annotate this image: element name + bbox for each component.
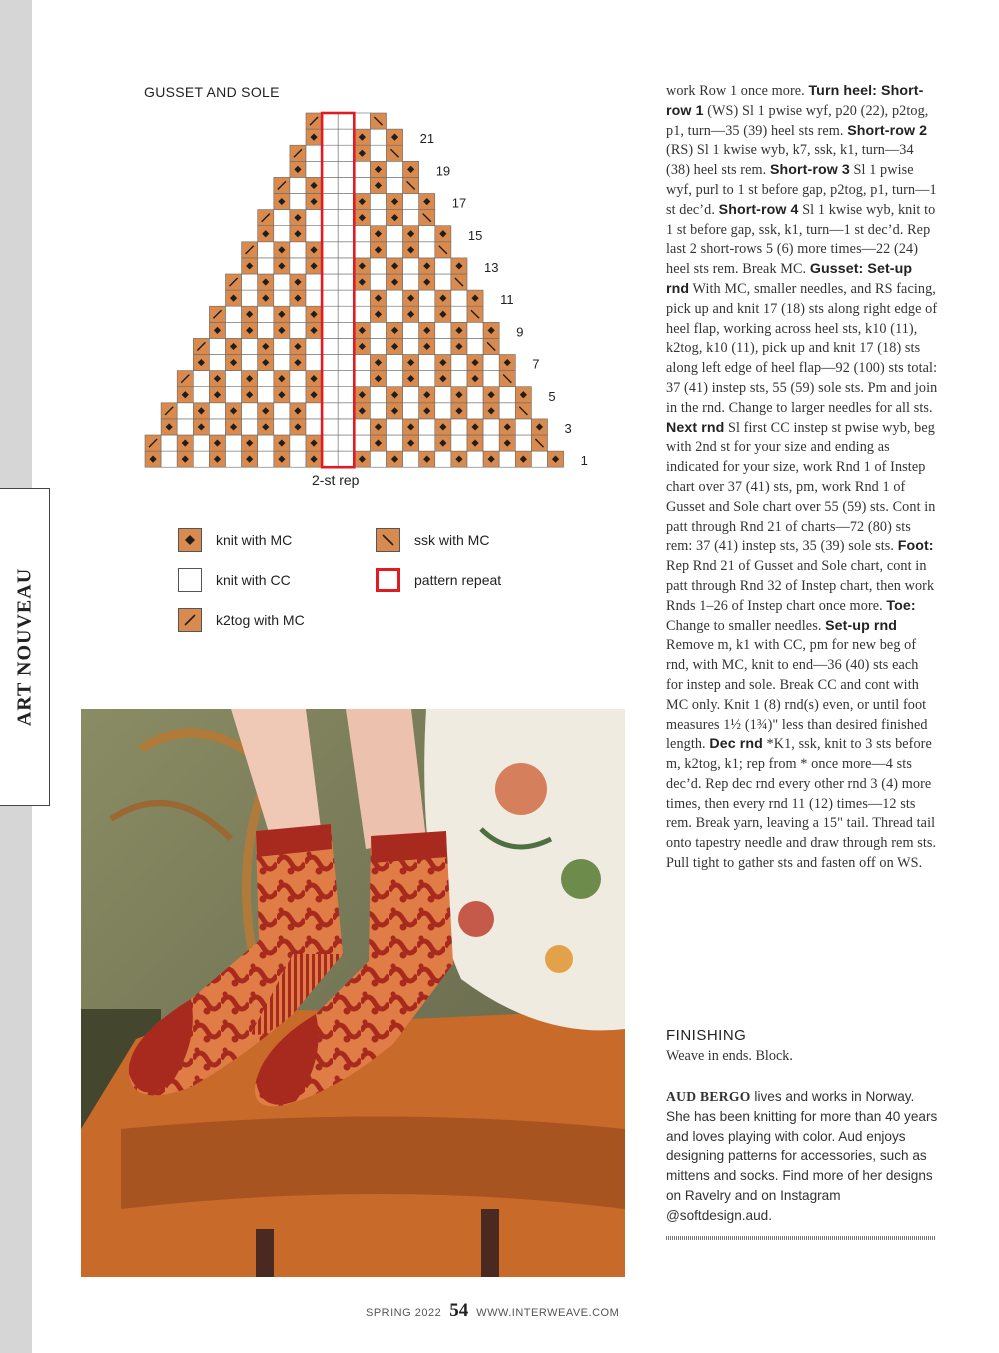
k2tog-swatch-icon: [178, 608, 202, 632]
chart-cell-cc: [387, 290, 403, 306]
chart-cell-cc: [290, 177, 306, 193]
chart-cell-cc: [338, 113, 354, 129]
chart-cell-cc: [370, 338, 386, 354]
chart-cell-cc: [322, 226, 338, 242]
chart-cell-cc: [226, 435, 242, 451]
instr-text: Rep Rnd 21 of Gusset and Sole chart, cont in patt through Rnd 32 of Instep chart, then work Rnds 1–26 of Instep chart once more.: [666, 558, 935, 614]
chart-cell-cc: [274, 355, 290, 371]
chart-cell-cc: [354, 435, 370, 451]
chart-cell-cc: [370, 451, 386, 467]
round-number: 13: [484, 260, 499, 275]
chart-cell-cc: [306, 274, 322, 290]
chart-cell-cc: [322, 258, 338, 274]
chart-cell-cc: [354, 355, 370, 371]
chart-cell-cc: [322, 113, 338, 129]
end-rule: [666, 1236, 936, 1240]
instr-text: Sl 1 pwise wyf, purl to 1 st before gap, p2tog, p1, turn—1 st dec’d.: [666, 162, 937, 218]
chart-cell-cc: [451, 371, 467, 387]
chart-cell-cc: [354, 419, 370, 435]
chart-cell-cc: [322, 338, 338, 354]
chart-cell-cc: [531, 451, 547, 467]
round-number: 15: [467, 227, 483, 243]
chart-cell-cc: [226, 322, 242, 338]
instr-text: Change to smaller needles.: [666, 617, 826, 634]
chart-cell-cc: [306, 338, 322, 354]
page-footer: [366, 1300, 619, 1322]
knit-cc-swatch-icon: [178, 568, 202, 592]
chart-cell-cc: [354, 161, 370, 177]
chart-cell-cc: [226, 387, 242, 403]
chart-cell-cc: [370, 194, 386, 210]
chart-cell-cc: [258, 306, 274, 322]
chart-cell-cc: [322, 274, 338, 290]
chart-cell-cc: [515, 419, 531, 435]
chart-cell-cc: [306, 161, 322, 177]
chart-cell-cc: [290, 371, 306, 387]
chart-cell-cc: [387, 177, 403, 193]
instr-head: Foot:: [897, 538, 934, 555]
chart-cell-cc: [274, 290, 290, 306]
chart-cell-cc: [242, 338, 258, 354]
chart-cell-cc: [322, 451, 338, 467]
chart-cell-cc: [290, 194, 306, 210]
chart-cell-cc: [435, 451, 451, 467]
chart-cell-cc: [403, 338, 419, 354]
section-tab-label: ART NOUVEAU: [13, 567, 36, 727]
chart-cell-cc: [242, 274, 258, 290]
chart-cell-cc: [387, 306, 403, 322]
chart-cell-cc: [451, 355, 467, 371]
chart-cell-cc: [387, 419, 403, 435]
chart-cell-cc: [467, 403, 483, 419]
instr-head: Toe:: [886, 597, 916, 614]
chart-cell-cc: [306, 210, 322, 226]
chart-cell-cc: [338, 371, 354, 387]
chart-cell-cc: [338, 419, 354, 435]
chart-cell-cc: [451, 435, 467, 451]
chart-cell-cc: [290, 451, 306, 467]
page-number: 54: [449, 1300, 469, 1321]
chart-cell-cc: [322, 242, 338, 258]
chart-cell-cc: [515, 435, 531, 451]
instr-text: work Row 1 once more.: [666, 83, 809, 99]
instr-text: Remove m, k1 with CC, pm for new beg of rnd, with MC, knit to end—36 (40) sts each for instep and sole. Break CC and cont with MC only. Knit 1 (8) rnd(s) even, or until foot measures 1½ (1¾)" less than desired finished length.: [666, 637, 928, 753]
chart-cell-cc: [322, 355, 338, 371]
chart-cell-cc: [226, 371, 242, 387]
legend-pattern-repeat: [376, 568, 501, 592]
chart-cell-cc: [242, 355, 258, 371]
chart-cell-cc: [467, 387, 483, 403]
chart-cell-cc: [403, 274, 419, 290]
legend-k2tog-mc-label: k2tog with MC: [216, 612, 305, 628]
chart-cell-cc: [306, 355, 322, 371]
chart-cell-cc: [338, 387, 354, 403]
chart-cell-cc: [258, 322, 274, 338]
instr-text: (RS) Sl 1 kwise wyb, k7, ssk, k1, turn—34 (38) heel sts rem.: [666, 142, 914, 179]
chart-cell-cc: [209, 355, 225, 371]
chart-cell-cc: [338, 403, 354, 419]
chart-cell-cc: [274, 274, 290, 290]
chart-cell-cc: [306, 145, 322, 161]
chart-cell-cc: [193, 371, 209, 387]
chart-cell-cc: [403, 322, 419, 338]
chart-cell-cc: [193, 435, 209, 451]
chart-cell-cc: [258, 435, 274, 451]
chart-cell-cc: [242, 290, 258, 306]
chart-cell-cc: [322, 387, 338, 403]
chart-cell-cc: [451, 419, 467, 435]
chart-cell-cc: [338, 355, 354, 371]
round-number: 21: [419, 131, 435, 147]
chart-cell-cc: [290, 258, 306, 274]
chart-cell-cc: [354, 371, 370, 387]
chart-cell-cc: [419, 306, 435, 322]
chart-cell-cc: [338, 161, 354, 177]
chart-cell-cc: [370, 274, 386, 290]
instr-head: Set-up rnd: [825, 617, 898, 634]
instr-head: Gusset: Set-up rnd: [666, 261, 913, 297]
chart-cell-cc: [226, 451, 242, 467]
footer-url: WWW.INTERWEAVE.COM: [476, 1307, 620, 1319]
designer-bio-text: lives and works in Norway. She has been knitting for more than 40 years and loves playing with color. Aud enjoys designing patterns for accessories, such as mittens and socks. Find more of her designs on Ravelry and on Instagram @softdesign.aud.: [666, 1089, 938, 1223]
chart-cell-cc: [370, 403, 386, 419]
chart-cell-cc: [483, 435, 499, 451]
chart-cell-cc: [451, 290, 467, 306]
chart-cell-cc: [193, 451, 209, 467]
finishing-heading: FINISHING: [666, 1027, 747, 1044]
chart-cell-cc: [387, 355, 403, 371]
chart-cell-cc: [354, 177, 370, 193]
chart-cell-cc: [338, 145, 354, 161]
instr-head: Turn heel: Short-row 1: [666, 83, 924, 119]
chart-cell-cc: [403, 258, 419, 274]
legend-knit-mc-label: knit with MC: [216, 532, 293, 548]
chart-cell-cc: [338, 290, 354, 306]
round-number: 19: [435, 163, 451, 179]
chart-cell-cc: [322, 403, 338, 419]
instr-head: Short-row 2: [847, 122, 928, 139]
chart-cell-cc: [387, 435, 403, 451]
chart-cell-cc: [419, 242, 435, 258]
chart-cell-cc: [193, 387, 209, 403]
round-number: 9: [516, 324, 524, 340]
chart-cell-cc: [322, 161, 338, 177]
ssk-swatch-icon: [376, 528, 400, 552]
chart-cell-cc: [483, 355, 499, 371]
chart-cell-cc: [467, 338, 483, 354]
chart-cell-cc: [483, 419, 499, 435]
legend-ssk-mc-label: ssk with MC: [414, 532, 490, 548]
chart-cell-cc: [370, 258, 386, 274]
legend-ssk-mc: [376, 528, 489, 552]
chart-cell-cc: [274, 419, 290, 435]
chart-cell-cc: [419, 419, 435, 435]
chart-title: GUSSET AND SOLE: [144, 84, 280, 100]
chart-cell-cc: [435, 403, 451, 419]
designer-name: AUD BERGO: [666, 1089, 751, 1104]
chart-cell-cc: [177, 403, 193, 419]
chart-cell-cc: [322, 194, 338, 210]
chart-cell-cc: [242, 419, 258, 435]
chart-cell-cc: [338, 129, 354, 145]
chart-cell-cc: [419, 371, 435, 387]
chart-cell-cc: [403, 194, 419, 210]
chart-cell-cc: [338, 435, 354, 451]
chart-cell-cc: [322, 210, 338, 226]
instr-head: Short-row 4: [718, 201, 799, 218]
chart-cell-cc: [161, 451, 177, 467]
chart-cell-cc: [338, 338, 354, 354]
chart-cell-cc: [338, 194, 354, 210]
instr-text: Sl 1 kwise wyb, knit to 1 st before gap, ssk, k1, turn—1 st dec’d. Rep last 2 short-rows 5 (6) more times—22 (24) heel sts rem. Break MC.: [666, 201, 936, 278]
chart-cell-cc: [354, 226, 370, 242]
legend-knit-mc: [178, 528, 292, 552]
chart-cell-cc: [258, 451, 274, 467]
knit-mc-swatch-icon: [178, 528, 202, 552]
chart-cell-cc: [338, 274, 354, 290]
chart-cell-cc: [403, 387, 419, 403]
chart-cell-cc: [387, 371, 403, 387]
round-number: 3: [564, 421, 572, 436]
finishing-text: Weave in ends. Block.: [666, 1048, 793, 1064]
chart-cell-cc: [274, 338, 290, 354]
chart-cell-cc: [338, 306, 354, 322]
chart-cell-cc: [274, 210, 290, 226]
instr-head: Short-row 3: [769, 162, 850, 179]
chart-cell-cc: [387, 242, 403, 258]
instr-head: Next rnd: [666, 419, 725, 436]
footer-issue: SPRING 2022: [366, 1307, 442, 1319]
chart-cell-cc: [322, 419, 338, 435]
chart-cell-cc: [435, 387, 451, 403]
chart-cell-cc: [435, 322, 451, 338]
gusset-sole-chart: [140, 108, 590, 469]
chart-cell-cc: [322, 145, 338, 161]
legend-knit-cc-label: knit with CC: [216, 572, 291, 588]
chart-cell-cc: [403, 403, 419, 419]
chart-cell-cc: [226, 306, 242, 322]
chart-cell-cc: [242, 403, 258, 419]
chart-cell-cc: [435, 274, 451, 290]
chart-cell-cc: [467, 451, 483, 467]
chart-cell-cc: [354, 113, 370, 129]
chart-cell-cc: [258, 258, 274, 274]
chart-cell-cc: [499, 403, 515, 419]
legend-knit-cc: [178, 568, 291, 592]
chart-cell-cc: [322, 129, 338, 145]
chart-cell-cc: [209, 403, 225, 419]
chart-cell-cc: [322, 322, 338, 338]
legend-pattern-repeat-label: pattern repeat: [414, 572, 502, 588]
chart-cell-cc: [338, 226, 354, 242]
designer-bio: [666, 1087, 941, 1226]
chart-cell-cc: [258, 387, 274, 403]
chart-cell-cc: [306, 290, 322, 306]
chart-cell-cc: [435, 258, 451, 274]
chart-cell-cc: [499, 387, 515, 403]
chart-cell-cc: [322, 435, 338, 451]
chart-cell-cc: [258, 371, 274, 387]
instr-head: Dec rnd: [709, 736, 763, 753]
chart-repeat-label: 2-st rep: [312, 472, 360, 488]
chart-cell-cc: [306, 419, 322, 435]
chart-cell-cc: [306, 226, 322, 242]
chart-cell-cc: [290, 387, 306, 403]
chart-cell-cc: [354, 290, 370, 306]
chart-cell-cc: [403, 451, 419, 467]
chart-cell-cc: [290, 306, 306, 322]
chart-cell-cc: [338, 258, 354, 274]
chart-cell-cc: [370, 145, 386, 161]
repeat-box-icon: [376, 568, 400, 592]
round-number: 5: [548, 388, 556, 404]
instr-text: *K1, ssk, knit to 3 sts before m, k2tog, k1; rep from * once more—4 sts dec’d. Rep dec rnd every other rnd 3 (4) more times, then every rnd 11 (12) times—12 sts rem. Break yarn, leaving a 15" tail. Thread tail onto tapestry needle and draw through rem sts. Pull tight to gather sts and fasten off on WS.: [666, 736, 937, 872]
chart-cell-cc: [451, 306, 467, 322]
chart-cell-cc: [435, 338, 451, 354]
chart-cell-cc: [306, 403, 322, 419]
chart-cell-cc: [338, 322, 354, 338]
chart-cell-cc: [290, 435, 306, 451]
chart-cell-cc: [354, 242, 370, 258]
chart-cell-cc: [258, 242, 274, 258]
chart-cell-cc: [354, 306, 370, 322]
chart-cell-cc: [387, 226, 403, 242]
chart-cell-cc: [209, 419, 225, 435]
chart-cell-cc: [322, 306, 338, 322]
chart-cell-cc: [290, 242, 306, 258]
socks-photo: [81, 709, 625, 1277]
chart-cell-cc: [419, 290, 435, 306]
chart-cell-cc: [274, 403, 290, 419]
chart-cell-cc: [338, 210, 354, 226]
chart-cell-cc: [403, 210, 419, 226]
chart-cell-cc: [161, 435, 177, 451]
chart-cell-cc: [290, 322, 306, 338]
chart-cell-cc: [209, 338, 225, 354]
chart-cell-cc: [370, 322, 386, 338]
pattern-instructions: [666, 82, 938, 874]
chart-cell-cc: [322, 177, 338, 193]
round-number: 17: [451, 195, 467, 211]
chart-cell-cc: [499, 451, 515, 467]
round-number: 1: [580, 453, 588, 469]
chart-cell-cc: [370, 387, 386, 403]
chart-cell-cc: [419, 355, 435, 371]
legend-k2tog-mc: [178, 608, 305, 632]
chart-cell-cc: [322, 371, 338, 387]
chart-cell-cc: [419, 435, 435, 451]
chart-cell-cc: [370, 129, 386, 145]
chart-cell-cc: [387, 161, 403, 177]
chart-cell-cc: [483, 371, 499, 387]
chart-cell-cc: [370, 210, 386, 226]
chart-cell-cc: [338, 242, 354, 258]
instr-text: Sl first CC instep st pwise wyb, beg with 2nd st for your size and ending as indicated for your size, work Rnd 1 of Instep chart over 37 (41) sts, pm, work Rnd 1 of Gusset and Sole chart over 55 (59) sts. Cont in patt through Rnd 21 of charts—72 (80) sts rem: 37 (41) instep sts, 35 (39) sole sts.: [666, 419, 936, 555]
instr-text: With MC, smaller needles, and RS facing, pick up and knit 17 (18) sts along right edge of heel flap, working across heel sts, k10 (11), k2tog, k10 (11), pick up and knit 17 (18) sts along left edge of heel flap—92 (100) sts total: 37 (41) instep sts, 55 (59) sole sts. Pm and join in the rnd. Change to larger needles for all sts.: [666, 280, 938, 416]
chart-cell-cc: [467, 322, 483, 338]
instr-text: (WS) Sl 1 pwise wyf, p20 (22), p2tog, p1, turn—35 (39) heel sts rem.: [666, 102, 929, 139]
round-number: 11: [500, 292, 514, 308]
round-number: 7: [532, 356, 540, 372]
chart-cell-cc: [338, 177, 354, 193]
chart-cell-cc: [338, 451, 354, 467]
chart-cell-cc: [177, 419, 193, 435]
chart-cell-cc: [419, 226, 435, 242]
chart-cell-cc: [274, 226, 290, 242]
chart-cell-cc: [322, 290, 338, 306]
